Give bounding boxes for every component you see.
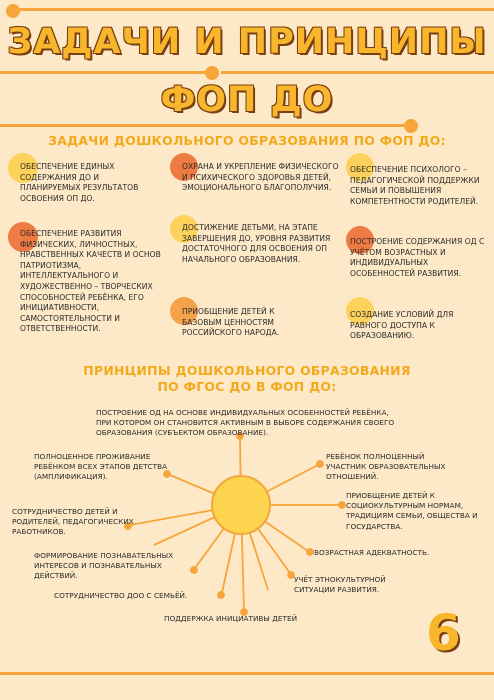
- task-text: СОЗДАНИЕ УСЛОВИЙ ДЛЯ РАВНОГО ДОСТУПА К ОБРАЗОВАНИЮ.: [350, 310, 454, 341]
- task-text: ПОСТРОЕНИЕ СОДЕРЖАНИЯ ОД С УЧЁТОМ ВОЗРАСТНЫХ И ИНДИВИДУАЛЬНЫХ ОСОБЕННОСТЕЙ РАЗВИТИЯ.: [350, 237, 485, 278]
- task-text: ОБЕСПЕЧЕНИЕ ЕДИНЫХ СОДЕРЖАНИЯ ДО И ПЛАНИРУЕМЫХ РЕЗУЛЬТАТОВ ОСВОЕНИЯ ОП ДО.: [20, 162, 139, 203]
- principle-text: ПОСТРОЕНИЕ ОД НА ОСНОВЕ ИНДИВИДУАЛЬНЫХ ОСОБЕННОСТЕЙ РЕБЁНКА, ПРИ КОТОРОМ ОН СТАНОВИТСЯ АКТИВНЫМ В ВЫБОРЕ СОДЕРЖАНИЯ СВОЕГО ОБРАЗОВАНИЯ (СУБЪЕКТОМ ОБРАЗОВАНИЕ).: [96, 408, 395, 438]
- task-text: ОХРАНА И УКРЕПЛЕНИЕ ФИЗИЧЕСКОГО И ПСИХИЧЕСКОГО ЗДОРОВЬЯ ДЕТЕЙ, ЭМОЦИОНАЛЬНОГО БЛАГОПОЛУЧИЯ.: [182, 162, 339, 193]
- task-text: ОБЕСПЕЧЕНИЕ РАЗВИТИЯ ФИЗИЧЕСКИХ, ЛИЧНОСТНЫХ, НРАВСТВЕННЫХ КАЧЕСТВ И ОСНОВ ПАТРИОТИЗМА, ИНТЕЛЛЕКТУАЛЬНОГО И ХУДОЖЕСТВЕННО – ТВОРЧЕСКИХ СПОСОБНОСТЕЙ РЕБЁНКА, ЕГО ИНИЦИАТИВНОСТИ, САМОСТОЯТЕЛЬНОСТИ И ОТВЕТСТВЕННОСТИ.: [20, 229, 161, 334]
- principles-heading-line2: ПО ФГОС ДО В ФОП ДО:: [157, 379, 337, 394]
- task-text: ОБЕСПЕЧЕНИЕ ПСИХОЛОГО – ПЕДАГОГИЧЕСКОЙ ПОДДЕРЖКИ СЕМЬИ И ПОВЫШЕНИЯ КОМПЕТЕНТНОСТИ РОДИТЕЛЕЙ.: [350, 165, 480, 206]
- page-title-line1: ЗАДАЧИ И ПРИНЦИПЫ: [7, 22, 487, 62]
- principle-text: ПОЛНОЦЕННОЕ ПРОЖИВАНИЕ РЕБЁНКОМ ВСЕХ ЭТАПОВ ДЕТСТВА (АМПЛИФИКАЦИЯ).: [34, 452, 168, 482]
- principle-text: СОТРУДНИЧЕСТВО ДЕТЕЙ И РОДИТЕЛЕЙ, ПЕДАГОГИЧЕСКИХ РАБОТНИКОВ.: [12, 507, 134, 537]
- principle-text: УЧЁТ ЭТНОКУЛЬТУРНОЙ СИТУАЦИИ РАЗВИТИЯ.: [294, 575, 386, 595]
- principle-text: СОТРУДНИЧЕСТВО ДОО С СЕМЬЁЙ.: [54, 591, 188, 600]
- sun: [212, 476, 270, 534]
- principle-text: ВОЗРАСТНАЯ АДЕКВАТНОСТЬ.: [314, 548, 430, 557]
- ray-dot: [307, 549, 313, 555]
- task-text: ПРИОБЩЕНИЕ ДЕТЕЙ К БАЗОВЫМ ЦЕННОСТЯМ РОССИЙСКОГО НАРОДА.: [182, 307, 280, 338]
- ray-dot: [339, 502, 345, 508]
- task-text: ДОСТИЖЕНИЕ ДЕТЬМИ, НА ЭТАПЕ ЗАВЕРШЕНИЯ ДО, УРОВНЯ РАЗВИТИЯ ДОСТАТОЧНОГО ДЛЯ ОСВОЕНИЯ ОП НАЧАЛЬНОГО ОБРАЗОВАНИЯ.: [182, 223, 331, 264]
- principles-heading-line1: ПРИНЦИПЫ ДОШКОЛЬНОГО ОБРАЗОВАНИЯ: [83, 363, 411, 378]
- principle-text: ПОДДЕРЖКА ИНИЦИАТИВЫ ДЕТЕЙ: [164, 614, 298, 623]
- decor-line: [0, 672, 494, 675]
- principle-text: РЕБЁНОК ПОЛНОЦЕННЫЙ УЧАСТНИК ОБРАЗОВАТЕЛЬНЫХ ОТНОШЕНИЙ.: [326, 452, 446, 482]
- page-title-line2: ФОП ДО: [160, 80, 334, 120]
- principle-text: ПРИОБЩЕНИЕ ДЕТЕЙ К СОЦИОКУЛЬТУРНЫМ НОРМАМ, ТРАДИЦИЯМ СЕМЬИ, ОБЩЕСТВА И ГОСУДАРСТВА.: [346, 491, 478, 531]
- principle-text: ФОРМИРОВАНИЕ ПОЗНАВАТЕЛЬНЫХ ИНТЕРЕСОВ И ПОЗНАВАТЕЛЬНЫХ ДЕЙСТВИЙ.: [34, 551, 174, 581]
- tasks-heading: ЗАДАЧИ ДОШКОЛЬНОГО ОБРАЗОВАНИЯ ПО ФОП ДО:: [48, 133, 446, 148]
- page-number: 6: [426, 604, 461, 662]
- ray-dot: [317, 461, 323, 467]
